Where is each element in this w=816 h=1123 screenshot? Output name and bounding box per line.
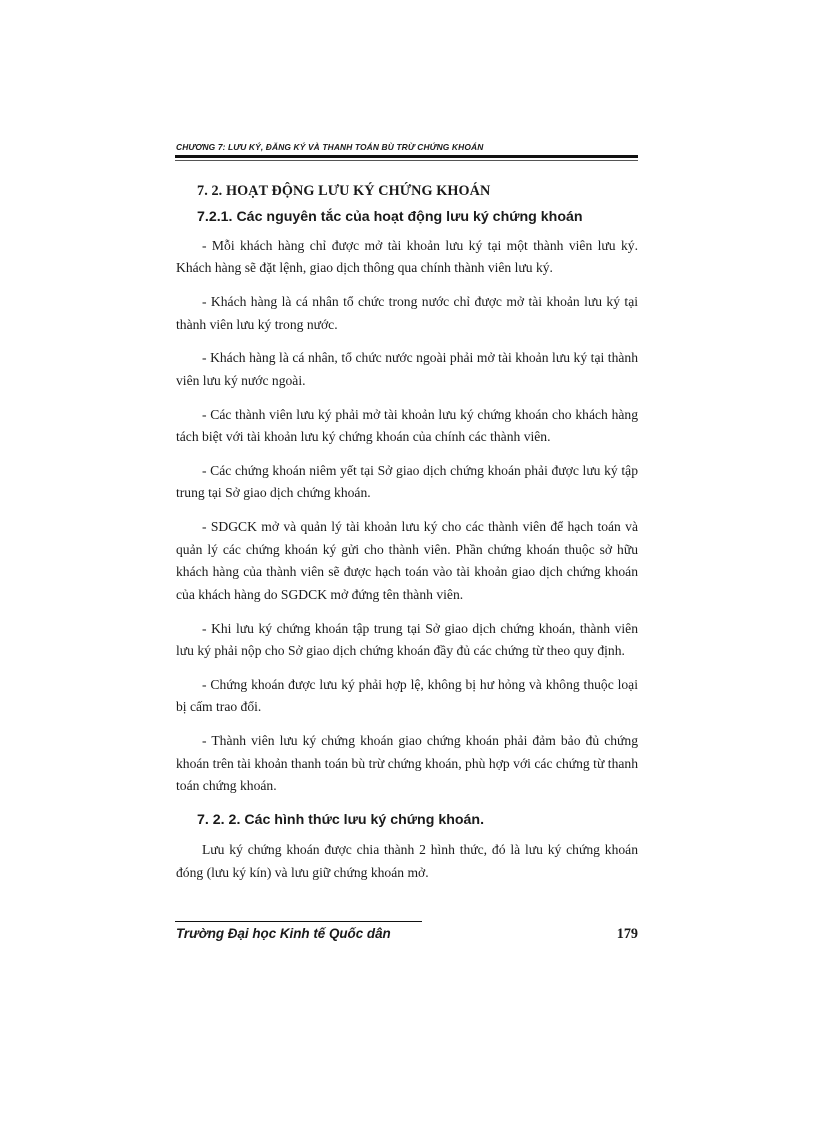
page-number: 179 <box>616 926 638 942</box>
closing-paragraph: Lưu ký chứng khoán được chia thành 2 hình thức, đó là lưu ký chứng khoán đóng (lưu ký kín) và lưu giữ chứng khoán mở. <box>176 842 638 880</box>
footer-rule <box>175 921 422 922</box>
paragraph: - Chứng khoán được lưu ký phải hợp lệ, không bị hư hỏng và không thuộc loại bị cấm trao đổi. <box>176 676 638 715</box>
subsection-heading-2: 7. 2. 2. Các hình thức lưu ký chứng khoán. <box>197 811 485 828</box>
paragraph: - Các chứng khoán niêm yết tại Sở giao dịch chứng khoán phải được lưu ký tập trung tại Sở giao dịch chứng khoán. <box>176 463 638 501</box>
paragraph: - Mỗi khách hàng chỉ được mở tài khoản lưu ký tại một thành viên lưu ký. Khách hàng sẽ đặt lệnh, giao dịch thông qua chính thành viên lưu ký. <box>176 237 638 276</box>
subsection-heading-1: 7.2.1. Các nguyên tắc của hoạt động lưu ký chứng khoán <box>197 209 583 226</box>
section-heading: 7. 2. HOẠT ĐỘNG LƯU KÝ CHỨNG KHOÁN <box>197 183 491 199</box>
paragraph: - Các thành viên lưu ký phải mở tài khoản lưu ký chứng khoán cho khách hàng tách biệt với tài khoản lưu ký chứng khoán của chính các thành viên. <box>176 406 638 445</box>
header-rule-thin <box>175 160 638 161</box>
paragraph: - Thành viên lưu ký chứng khoán giao chứng khoán phải đảm bảo đủ chứng khoán trên tài khoản thanh toán bù trừ chứng khoán, phù hợp với các chứng từ thanh toán chứng khoán. <box>176 733 638 793</box>
running-header: CHƯƠNG 7: LƯU KÝ, ĐĂNG KÝ VÀ THANH TOÁN BÙ TRỪ CHỨNG KHOÁN <box>176 142 484 152</box>
header-rule-thick <box>175 155 638 158</box>
paragraph: - Khách hàng là cá nhân tổ chức trong nước chỉ được mở tài khoản lưu ký tại thành viên lưu ký trong nước. <box>176 294 638 332</box>
paragraph: - SDGCK mở và quản lý tài khoản lưu ký cho các thành viên để hạch toán và quản lý các chứng khoán ký gửi cho thành viên. Phần chứng khoán thuộc sở hữu khách hàng của thành viên sẽ được hạch toán vào tài khoản giao dịch chứng khoán của khách hàng do SGDCK mở đứng tên thành viên. <box>176 519 638 602</box>
paragraph: - Khi lưu ký chứng khoán tập trung tại Sở giao dịch chứng khoán, thành viên lưu ký phải nộp cho Sở giao dịch chứng khoán đầy đủ các chứng từ theo quy định. <box>176 620 638 658</box>
paragraph: - Khách hàng là cá nhân, tổ chức nước ngoài phải mở tài khoản lưu ký tại thành viên lưu ký nước ngoài. <box>176 350 638 388</box>
footer-institution: Trường Đại học Kinh tế Quốc dân <box>176 926 391 941</box>
page-content <box>176 180 638 896</box>
